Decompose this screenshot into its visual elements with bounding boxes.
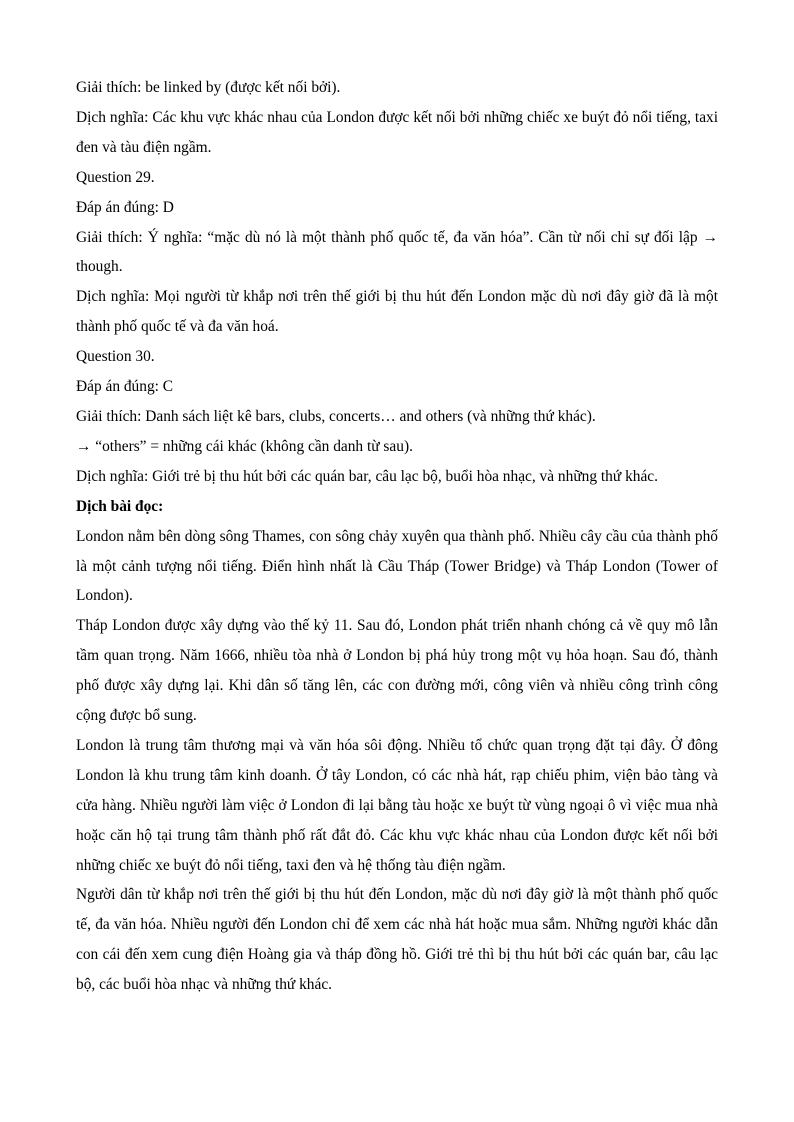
- explanation-line-q28: Giải thích: be linked by (được kết nối bởi).: [76, 79, 341, 96]
- question-29-label: Question 29.: [76, 168, 155, 186]
- answer-q30: Đáp án đúng: C: [76, 378, 174, 396]
- translation-line-q30: Dịch nghĩa: Giới trẻ bị thu hút bởi các quán bar, câu lạc bộ, buổi hòa nhạc, và những thứ khác.: [76, 467, 658, 485]
- answer-q29: Đáp án đúng: D: [76, 198, 174, 216]
- explanation-line-q30: Giải thích: Danh sách liệt kê bars, clubs, concerts… and others (và những thứ khác).: [76, 407, 596, 425]
- explanation-note-q30: → “others” = những cái khác (không cần danh từ sau).: [76, 437, 413, 455]
- translation-line-q28: Dịch nghĩa: Các khu vực khác nhau của London được kết nối bởi những chiếc xe buýt đỏ nổi tiếng, taxi đen và tàu điện ngầm.: [76, 108, 718, 156]
- explanation-line-q29: Giải thích: Ý nghĩa: “mặc dù nó là một thành phố quốc tế, đa văn hóa”. Cần từ nối chỉ sự đối lập → though.: [76, 228, 718, 276]
- reading-paragraph-3: London là trung tâm thương mại và văn hóa sôi động. Nhiều tổ chức quan trọng đặt tại đây. Ở đông London là khu trung tâm kinh doanh. Ở tây London, có các nhà hát, rạp chiếu phim, viện bảo tàng và cửa hàng. Nhiều người làm việc ở London đi lại bằng tàu hoặc xe buýt từ vùng ngoại ô vì việc mua nhà hoặc căn hộ tại trung tâm thành phố rất đắt đỏ. Các khu vực khác nhau của London được kết nối bởi những chiếc xe buýt đỏ nổi tiếng, taxi đen và hệ thống tàu điện ngầm.: [76, 736, 718, 874]
- reading-paragraph-4: Người dân từ khắp nơi trên thế giới bị thu hút đến London, mặc dù nơi đây giờ là một thành phố quốc tế, đa văn hóa. Nhiều người đến London chỉ để xem các nhà hát hoặc mua sắm. Những người khác dẫn con cái đến xem cung điện Hoàng gia và tháp đồng hồ. Giới trẻ thì bị thu hút bởi các quán bar, câu lạc bộ, các buổi hòa nhạc và những thứ khác.: [76, 886, 718, 994]
- section-heading: Dịch bài đọc:: [76, 497, 164, 515]
- document-page: [76, 73, 718, 1000]
- translation-line-q29: Dịch nghĩa: Mọi người từ khắp nơi trên thế giới bị thu hút đến London mặc dù nơi đây giờ đã là một thành phố quốc tế và đa văn hoá.: [76, 288, 718, 336]
- reading-paragraph-1: London nằm bên dòng sông Thames, con sông chảy xuyên qua thành phố. Nhiều cây cầu của thành phố là một cảnh tượng nổi tiếng. Điển hình nhất là Cầu Tháp (Tower Bridge) và Tháp London (Tower of London).: [76, 527, 718, 605]
- question-30-label: Question 30.: [76, 348, 155, 366]
- reading-paragraph-2: Tháp London được xây dựng vào thế kỷ 11. Sau đó, London phát triển nhanh chóng cả về quy mô lẫn tầm quan trọng. Năm 1666, nhiều tòa nhà ở London bị phá hủy trong một vụ hỏa hoạn. Sau đó, thành phố được xây dựng lại. Khi dân số tăng lên, các con đường mới, công viên và nhiều công trình công cộng được bổ sung.: [76, 617, 718, 725]
